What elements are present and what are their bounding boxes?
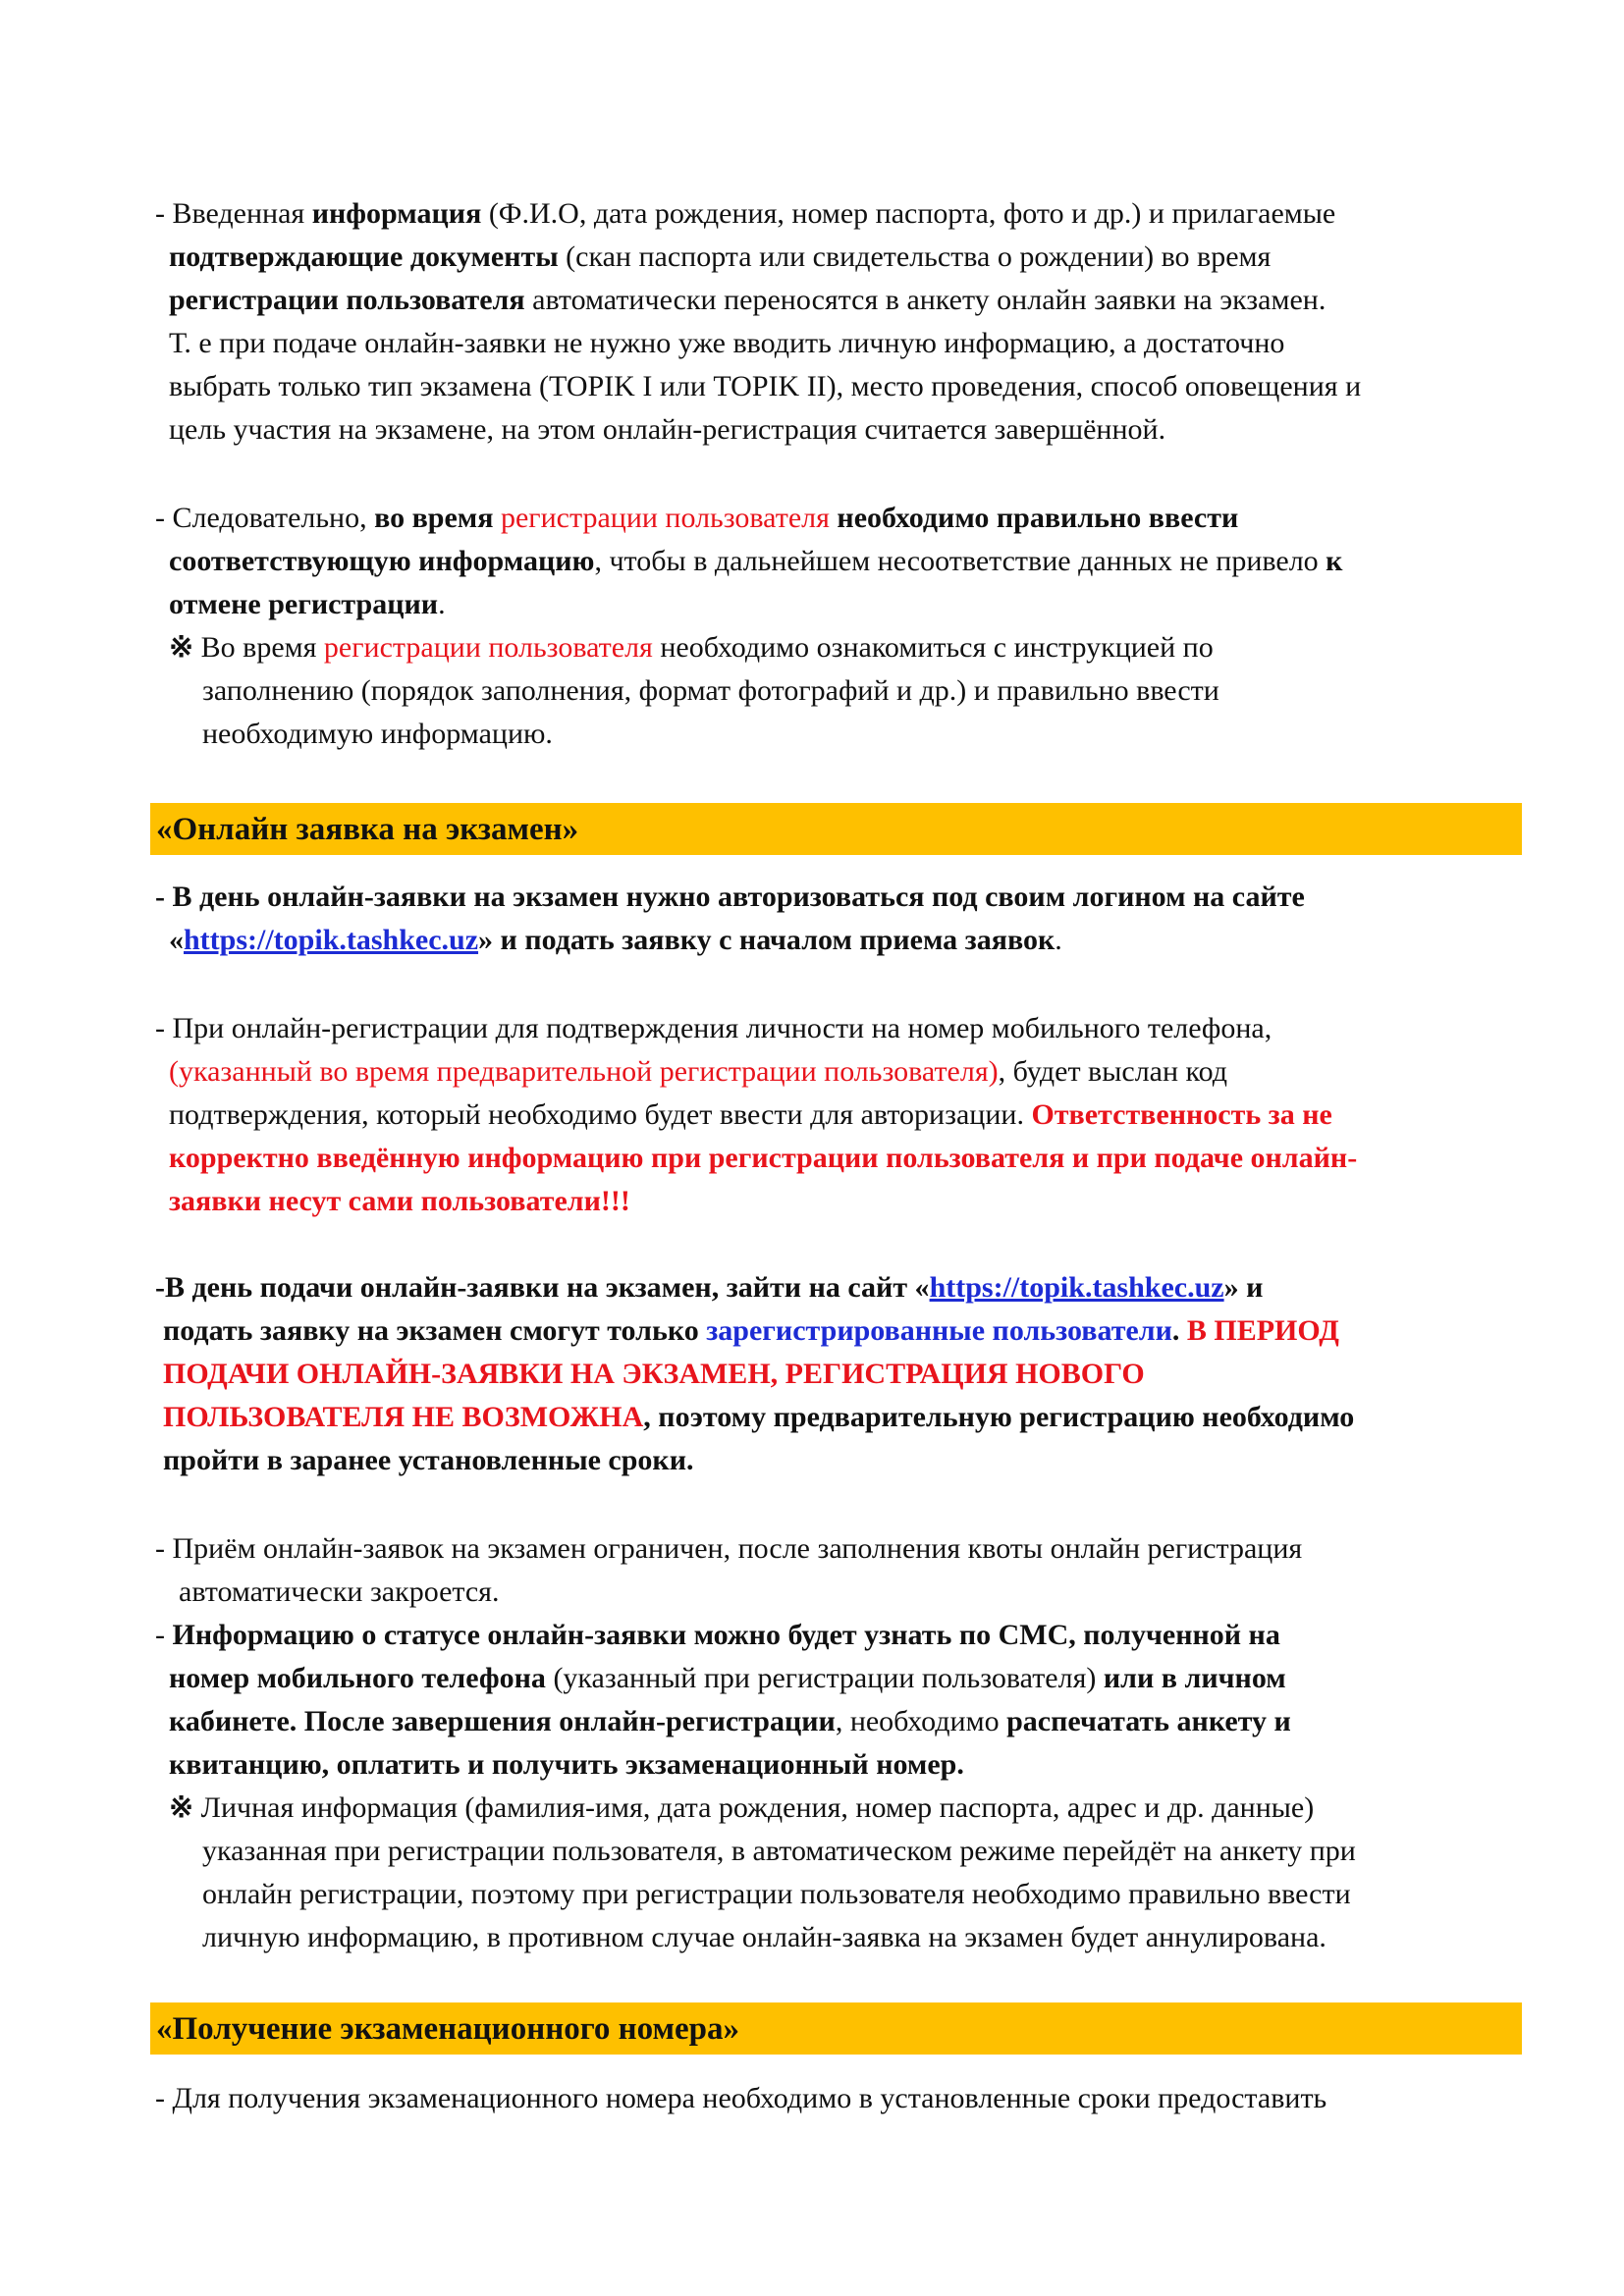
- text-line: квитанцию, оплатить и получить экзаменационный номер.: [169, 1748, 964, 1781]
- note-line: ※ Во время регистрации пользователя необходимо ознакомиться с инструкцией по: [169, 631, 1214, 664]
- note-line: личную информацию, в противном случае онлайн-заявка на экзамен будет аннулирована.: [202, 1921, 1326, 1953]
- note-line: необходимую информацию.: [202, 718, 553, 750]
- text-line: - При онлайн-регистрации для подтверждения личности на номер мобильного телефона,: [155, 1012, 1272, 1044]
- text-line: (указанный во время предварительной регистрации пользователя), будет выслан код: [169, 1055, 1227, 1088]
- text-line: - Информацию о статусе онлайн-заявки можно будет узнать по СМС, полученной на: [155, 1619, 1280, 1651]
- text-line: подтверждения, который необходимо будет ввести для авторизации. Ответственность за не: [169, 1098, 1332, 1131]
- text-line: ПОДАЧИ ОНЛАЙН-ЗАЯВКИ НА ЭКЗАМЕН, РЕГИСТРАЦИЯ НОВОГО: [163, 1358, 1145, 1390]
- text-line: отмене регистрации.: [169, 588, 446, 620]
- text-line: - Приём онлайн-заявок на экзамен ограничен, после заполнения квоты онлайн регистрация: [155, 1532, 1303, 1565]
- note-line: ※ Личная информация (фамилия-имя, дата рождения, номер паспорта, адрес и др. данные): [169, 1791, 1315, 1824]
- section-title: «Получение экзаменационного номера»: [156, 2011, 739, 2047]
- text-line: корректно введённую информацию при регистрации пользователя и при подаче онлайн-: [169, 1142, 1358, 1174]
- text-line: кабинете. После завершения онлайн-регистрации, необходимо распечатать анкету и: [169, 1705, 1291, 1737]
- text-line: выбрать только тип экзамена (TOPIK I или TOPIK II), место проведения, способ оповещения и: [169, 370, 1362, 402]
- text-line: автоматически закроется.: [179, 1575, 500, 1608]
- note-line: заполнению (порядок заполнения, формат фотографий и др.) и правильно ввести: [202, 674, 1219, 707]
- text-line: - Для получения экзаменационного номера необходимо в установленные сроки предоставить: [155, 2082, 1327, 2114]
- text-line: подтверждающие документы (скан паспорта или свидетельства о рождении) во время: [169, 240, 1272, 273]
- text-line: заявки несут сами пользователи!!!: [169, 1185, 630, 1217]
- text-line: пройти в заранее установленные сроки.: [163, 1444, 694, 1476]
- section-header: [150, 2002, 1522, 2055]
- text-line: соответствующую информацию, чтобы в дальнейшем несоответствие данных не привело к: [169, 545, 1343, 577]
- site-link[interactable]: https://topik.tashkec.uz: [929, 1271, 1224, 1304]
- text-line: -В день подачи онлайн-заявки на экзамен, зайти на сайт «https://topik.tashkec.uz» и: [155, 1271, 1264, 1304]
- text-line: - Введенная информация (Ф.И.О, дата рождения, номер паспорта, фото и др.) и прилагаемые: [155, 197, 1336, 230]
- site-link[interactable]: https://topik.tashkec.uz: [184, 924, 479, 956]
- text-line: - В день онлайн-заявки на экзамен нужно авторизоваться под своим логином на сайте: [155, 881, 1305, 913]
- note-line: онлайн регистрации, поэтому при регистрации пользователя необходимо правильно ввести: [202, 1878, 1351, 1910]
- text-line: номер мобильного телефона (указанный при регистрации пользователя) или в личном: [169, 1662, 1286, 1694]
- text-line: цель участия на экзамене, на этом онлайн-регистрация считается завершённой.: [169, 413, 1166, 446]
- reference-mark-icon: ※: [169, 1791, 194, 1824]
- section-title: «Онлайн заявка на экзамен»: [156, 812, 579, 847]
- text-line: ПОЛЬЗОВАТЕЛЯ НЕ ВОЗМОЖНА, поэтому предварительную регистрацию необходимо: [163, 1401, 1355, 1433]
- text-line: Т. е при подаче онлайн-заявки не нужно уже вводить личную информацию, а достаточно: [169, 327, 1285, 359]
- text-line: подать заявку на экзамен смогут только зарегистрированные пользователи. В ПЕРИОД: [163, 1314, 1339, 1347]
- text-line: - Следовательно, во время регистрации пользователя необходимо правильно ввести: [155, 502, 1239, 534]
- text-line: «https://topik.tashkec.uz» и подать заявку с началом приема заявок.: [169, 924, 1062, 956]
- text-line: регистрации пользователя автоматически переносятся в анкету онлайн заявки на экзамен.: [169, 284, 1326, 316]
- section-header: [150, 803, 1522, 855]
- note-line: указанная при регистрации пользователя, в автоматическом режиме перейдёт на анкету при: [202, 1835, 1356, 1867]
- reference-mark-icon: ※: [169, 631, 194, 664]
